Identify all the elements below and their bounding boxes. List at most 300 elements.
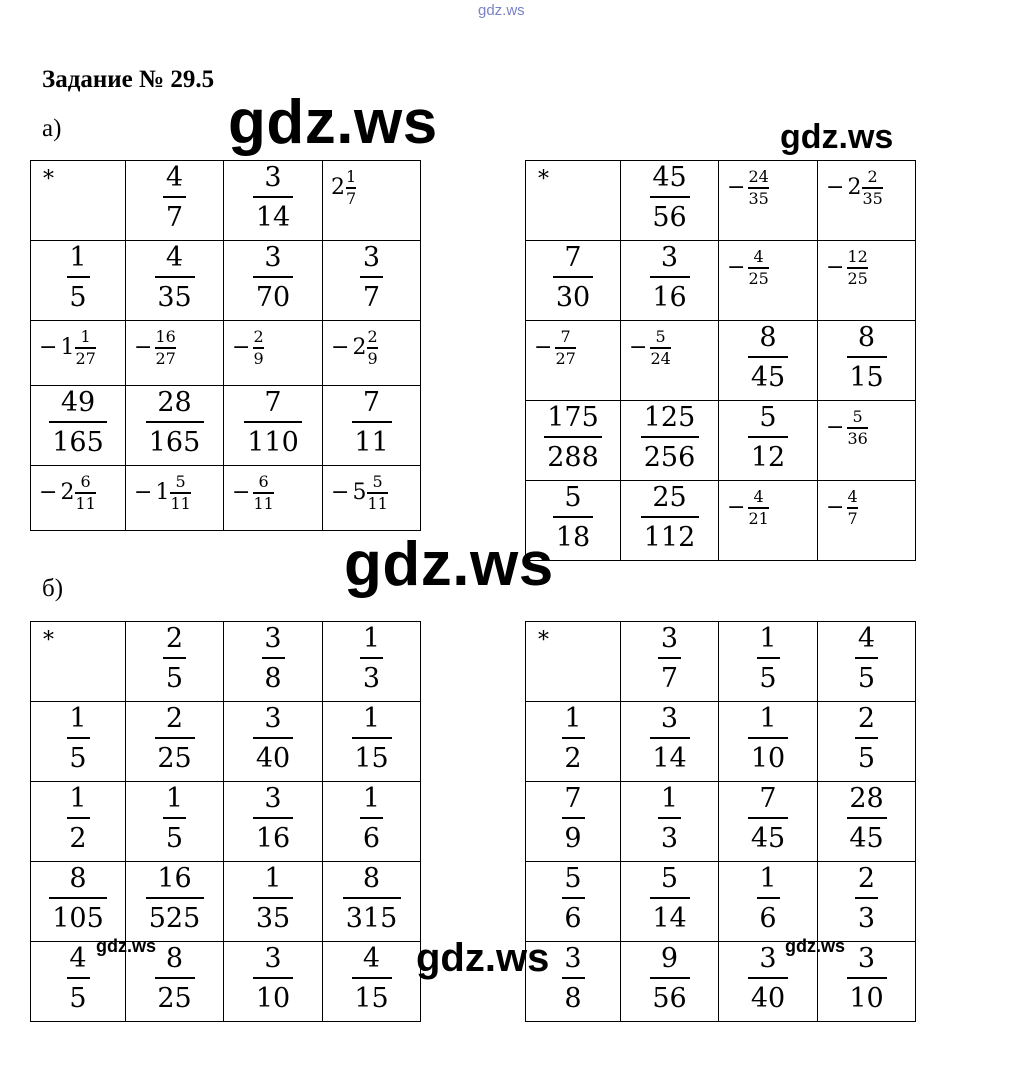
mini-fraction bbox=[170, 474, 190, 512]
part-b-label: б) bbox=[42, 575, 64, 602]
table-cell bbox=[719, 862, 818, 942]
task-title: Задание № 29.5 bbox=[42, 66, 215, 93]
watermark: gdz.ws bbox=[228, 88, 438, 157]
fraction bbox=[526, 404, 620, 471]
fraction-bar bbox=[343, 897, 401, 899]
fraction bbox=[719, 865, 817, 932]
mini-fraction bbox=[253, 474, 273, 512]
denominator: 21 bbox=[748, 508, 769, 528]
denominator: 8 bbox=[564, 983, 582, 1014]
denominator: 9 bbox=[367, 348, 378, 368]
numerator: 5 bbox=[564, 863, 582, 894]
fraction-bar bbox=[163, 196, 186, 198]
table-cell bbox=[31, 161, 126, 241]
table-row bbox=[526, 702, 916, 782]
table-row bbox=[526, 622, 916, 702]
table-row bbox=[526, 161, 916, 241]
fraction-bar bbox=[67, 977, 90, 979]
denominator: 45 bbox=[750, 823, 786, 854]
numerator: 1 bbox=[362, 783, 381, 814]
denominator: 525 bbox=[148, 903, 201, 934]
table-cell bbox=[31, 386, 126, 466]
numerator: 49 bbox=[60, 387, 96, 418]
table-cell bbox=[526, 702, 621, 782]
multiplication-table-a-right bbox=[525, 160, 916, 561]
numerator: 2 bbox=[165, 703, 184, 734]
table-cell bbox=[621, 481, 719, 561]
table-cell bbox=[323, 386, 421, 466]
denominator: 6 bbox=[564, 903, 582, 934]
fraction-bar bbox=[253, 276, 293, 278]
table-cell bbox=[526, 782, 621, 862]
numerator: 1 bbox=[80, 327, 91, 346]
fraction-bar bbox=[757, 897, 780, 899]
denominator: 11 bbox=[253, 493, 274, 513]
mini-fraction bbox=[253, 329, 263, 367]
table-cell bbox=[526, 862, 621, 942]
numerator: 28 bbox=[849, 783, 884, 814]
mini-fraction bbox=[862, 169, 882, 207]
small-fraction bbox=[232, 329, 264, 367]
fraction bbox=[818, 785, 915, 852]
fraction bbox=[224, 625, 322, 692]
fraction bbox=[323, 705, 420, 772]
numerator: 9 bbox=[660, 943, 679, 974]
numerator: 24 bbox=[748, 167, 769, 186]
fraction-bar bbox=[562, 977, 585, 979]
denominator: 70 bbox=[255, 282, 291, 313]
table-cell bbox=[621, 622, 719, 702]
fraction-bar bbox=[553, 516, 593, 518]
numerator: 4 bbox=[857, 623, 876, 654]
denominator: 11 bbox=[367, 493, 388, 513]
denominator: 7 bbox=[346, 188, 357, 208]
table-cell bbox=[719, 401, 818, 481]
fraction-bar bbox=[155, 977, 195, 979]
table-cell bbox=[224, 386, 323, 466]
multiplication-table-b-right bbox=[525, 621, 916, 1022]
denominator: 2 bbox=[564, 743, 582, 774]
sign: − bbox=[826, 494, 845, 520]
sign: − bbox=[39, 479, 58, 505]
denominator: 11 bbox=[170, 493, 191, 513]
table-cell bbox=[31, 702, 126, 782]
small-fraction bbox=[629, 329, 671, 367]
numerator: 45 bbox=[652, 162, 687, 193]
numerator: 4 bbox=[165, 242, 184, 273]
small-fraction bbox=[232, 474, 274, 512]
table-row bbox=[31, 321, 421, 386]
numerator: 5 bbox=[655, 327, 666, 346]
numerator: 1 bbox=[165, 783, 184, 814]
fraction-bar bbox=[748, 977, 788, 979]
numerator: 3 bbox=[264, 162, 282, 193]
numerator: 2 bbox=[857, 703, 876, 734]
fraction-bar bbox=[360, 276, 383, 278]
table-cell bbox=[323, 321, 421, 386]
table-cell bbox=[719, 241, 818, 321]
denominator: 5 bbox=[857, 743, 876, 774]
table-row bbox=[31, 466, 421, 531]
numerator: 8 bbox=[362, 863, 381, 894]
numerator: 3 bbox=[660, 703, 679, 734]
small-fraction bbox=[826, 489, 858, 527]
table-cell bbox=[719, 622, 818, 702]
numerator: 3 bbox=[264, 943, 282, 974]
table-cell bbox=[719, 782, 818, 862]
numerator: 2 bbox=[253, 327, 264, 346]
denominator: 9 bbox=[253, 348, 264, 368]
fraction bbox=[126, 625, 223, 692]
whole-part: 5 bbox=[352, 479, 367, 505]
table-cell bbox=[526, 321, 621, 401]
fraction-bar bbox=[757, 657, 780, 659]
fraction-bar bbox=[748, 737, 788, 739]
table-row bbox=[526, 241, 916, 321]
numerator: 2 bbox=[857, 863, 876, 894]
sign: − bbox=[331, 334, 350, 360]
fraction-bar bbox=[146, 897, 204, 899]
whole-part: 2 bbox=[352, 334, 367, 360]
numerator: 4 bbox=[753, 247, 764, 266]
small-fraction bbox=[727, 489, 769, 527]
denominator: 25 bbox=[847, 268, 868, 288]
mini-fraction bbox=[650, 329, 670, 367]
fraction-bar bbox=[155, 276, 195, 278]
fraction-bar bbox=[562, 737, 585, 739]
numerator: 125 bbox=[643, 402, 696, 433]
numerator: 1 bbox=[759, 623, 777, 654]
fraction bbox=[31, 244, 125, 311]
table-row bbox=[31, 241, 421, 321]
table-cell bbox=[323, 942, 421, 1022]
fraction bbox=[224, 945, 322, 1012]
table-cell bbox=[818, 862, 916, 942]
table-cell bbox=[323, 241, 421, 321]
fraction-bar bbox=[847, 356, 887, 358]
table-row bbox=[31, 702, 421, 782]
numerator: 1 bbox=[69, 783, 87, 814]
table-cell bbox=[621, 321, 719, 401]
whole-part: 1 bbox=[155, 479, 170, 505]
table-cell bbox=[224, 862, 323, 942]
denominator: 7 bbox=[362, 282, 381, 313]
small-fraction bbox=[331, 169, 356, 207]
numerator: 2 bbox=[367, 327, 378, 346]
table-row bbox=[31, 782, 421, 862]
denominator: 27 bbox=[155, 348, 176, 368]
table-cell bbox=[818, 702, 916, 782]
denominator: 3 bbox=[857, 903, 876, 934]
fraction bbox=[224, 785, 322, 852]
small-fraction bbox=[826, 409, 868, 447]
denominator: 14 bbox=[652, 743, 687, 774]
fraction bbox=[526, 244, 620, 311]
small-fraction bbox=[727, 169, 769, 207]
fraction-bar bbox=[67, 737, 90, 739]
whole-part: 2 bbox=[60, 479, 75, 505]
table-cell bbox=[621, 401, 719, 481]
denominator: 5 bbox=[69, 743, 87, 774]
fraction bbox=[126, 244, 223, 311]
table-row bbox=[526, 782, 916, 862]
table-row bbox=[31, 942, 421, 1022]
fraction-bar bbox=[562, 817, 585, 819]
mini-fraction bbox=[155, 329, 175, 367]
sign: − bbox=[232, 334, 251, 360]
fraction-bar bbox=[352, 977, 392, 979]
fraction-bar bbox=[748, 356, 788, 358]
corner-star: * bbox=[538, 167, 549, 192]
numerator: 8 bbox=[69, 863, 87, 894]
numerator: 4 bbox=[753, 487, 764, 506]
fraction bbox=[621, 865, 718, 932]
denominator: 9 bbox=[564, 823, 582, 854]
sign: − bbox=[331, 479, 350, 505]
fraction-bar bbox=[650, 196, 690, 198]
table-row bbox=[31, 622, 421, 702]
numerator: 3 bbox=[660, 242, 679, 273]
numerator: 2 bbox=[165, 623, 184, 654]
denominator: 56 bbox=[652, 202, 687, 233]
sign: − bbox=[534, 334, 553, 360]
denominator: 35 bbox=[255, 903, 291, 934]
denominator: 5 bbox=[69, 983, 87, 1014]
numerator: 5 bbox=[372, 472, 383, 491]
denominator: 15 bbox=[354, 743, 389, 774]
numerator: 1 bbox=[69, 703, 87, 734]
small-fraction bbox=[826, 169, 883, 207]
denominator: 25 bbox=[748, 268, 769, 288]
table-cell bbox=[126, 466, 224, 531]
numerator: 3 bbox=[362, 242, 381, 273]
multiplication-table-a-left bbox=[30, 160, 421, 531]
table-cell bbox=[224, 161, 323, 241]
fraction bbox=[323, 244, 420, 311]
denominator: 112 bbox=[643, 522, 696, 553]
fraction bbox=[621, 164, 718, 231]
table-cell bbox=[621, 702, 719, 782]
watermark: gdz.ws bbox=[96, 936, 157, 956]
fraction-bar bbox=[67, 276, 90, 278]
small-fraction bbox=[331, 329, 378, 367]
denominator: 45 bbox=[849, 823, 884, 854]
sign: − bbox=[134, 479, 153, 505]
table-cell bbox=[621, 862, 719, 942]
table-cell bbox=[126, 862, 224, 942]
fraction-bar bbox=[163, 817, 186, 819]
denominator: 3 bbox=[660, 823, 679, 854]
fraction bbox=[621, 785, 718, 852]
numerator: 3 bbox=[660, 623, 679, 654]
fraction-bar bbox=[650, 276, 690, 278]
numerator: 1 bbox=[660, 783, 679, 814]
fraction bbox=[224, 389, 322, 456]
table-cell bbox=[526, 241, 621, 321]
table-cell bbox=[526, 161, 621, 241]
numerator: 4 bbox=[362, 943, 381, 974]
mini-fraction bbox=[847, 409, 867, 447]
fraction bbox=[126, 164, 223, 231]
watermark: gdz.ws bbox=[416, 936, 550, 980]
small-fraction bbox=[727, 249, 769, 287]
fraction-bar bbox=[650, 897, 690, 899]
fraction-bar bbox=[855, 657, 878, 659]
denominator: 5 bbox=[69, 282, 87, 313]
denominator: 15 bbox=[849, 362, 884, 393]
fraction bbox=[818, 625, 915, 692]
table-cell bbox=[323, 782, 421, 862]
denominator: 10 bbox=[849, 983, 884, 1014]
table-row bbox=[526, 401, 916, 481]
denominator: 6 bbox=[362, 823, 381, 854]
numerator: 16 bbox=[155, 327, 176, 346]
denominator: 8 bbox=[264, 663, 282, 694]
table-cell bbox=[323, 466, 421, 531]
numerator: 8 bbox=[857, 322, 876, 353]
small-fraction bbox=[826, 249, 868, 287]
fraction bbox=[126, 785, 223, 852]
fraction bbox=[126, 705, 223, 772]
table-cell bbox=[719, 481, 818, 561]
denominator: 35 bbox=[157, 282, 192, 313]
numerator: 25 bbox=[652, 482, 687, 513]
numerator: 4 bbox=[69, 943, 87, 974]
numerator: 3 bbox=[857, 943, 876, 974]
numerator: 1 bbox=[69, 242, 87, 273]
fraction bbox=[526, 705, 620, 772]
fraction bbox=[526, 865, 620, 932]
denominator: 10 bbox=[255, 983, 291, 1014]
table-cell bbox=[818, 782, 916, 862]
sign: − bbox=[39, 334, 58, 360]
small-fraction bbox=[39, 474, 96, 512]
denominator: 3 bbox=[362, 663, 381, 694]
table-row bbox=[31, 161, 421, 241]
mini-fraction bbox=[75, 329, 95, 367]
sign: − bbox=[826, 414, 845, 440]
denominator: 24 bbox=[650, 348, 671, 368]
denominator: 15 bbox=[354, 983, 389, 1014]
denominator: 18 bbox=[555, 522, 591, 553]
small-fraction bbox=[534, 329, 576, 367]
numerator: 5 bbox=[564, 482, 582, 513]
fraction-bar bbox=[658, 657, 681, 659]
denominator: 11 bbox=[354, 427, 389, 458]
fraction bbox=[126, 389, 223, 456]
fraction-bar bbox=[352, 421, 392, 423]
watermark: gdz.ws bbox=[785, 936, 846, 956]
whole-part: 2 bbox=[847, 174, 862, 200]
sign: − bbox=[134, 334, 153, 360]
fraction-bar bbox=[658, 817, 681, 819]
numerator: 3 bbox=[264, 783, 282, 814]
denominator: 5 bbox=[165, 823, 184, 854]
numerator: 4 bbox=[847, 487, 858, 506]
fraction-bar bbox=[352, 737, 392, 739]
numerator: 16 bbox=[157, 863, 192, 894]
table-row bbox=[526, 862, 916, 942]
denominator: 12 bbox=[750, 442, 786, 473]
denominator: 35 bbox=[862, 188, 883, 208]
fraction-bar bbox=[244, 421, 302, 423]
corner-star: * bbox=[43, 628, 54, 653]
denominator: 40 bbox=[255, 743, 291, 774]
fraction-bar bbox=[748, 436, 788, 438]
numerator: 3 bbox=[564, 943, 582, 974]
table-cell bbox=[126, 782, 224, 862]
fraction bbox=[323, 945, 420, 1012]
denominator: 7 bbox=[660, 663, 679, 694]
table-cell bbox=[818, 321, 916, 401]
numerator: 7 bbox=[564, 783, 582, 814]
denominator: 6 bbox=[759, 903, 777, 934]
table-cell bbox=[621, 942, 719, 1022]
table-cell bbox=[126, 161, 224, 241]
whole-part: 2 bbox=[331, 174, 345, 200]
numerator: 1 bbox=[759, 703, 777, 734]
numerator: 3 bbox=[264, 623, 282, 654]
table-cell bbox=[224, 241, 323, 321]
denominator: 288 bbox=[547, 442, 599, 473]
numerator: 1 bbox=[264, 863, 282, 894]
fraction-bar bbox=[562, 897, 585, 899]
fraction-bar bbox=[67, 817, 90, 819]
fraction-bar bbox=[146, 421, 204, 423]
small-fraction bbox=[331, 474, 388, 512]
table-cell bbox=[126, 241, 224, 321]
table-cell bbox=[621, 161, 719, 241]
numerator: 7 bbox=[560, 327, 571, 346]
fraction bbox=[818, 705, 915, 772]
table-cell bbox=[31, 622, 126, 702]
table-row bbox=[526, 321, 916, 401]
fraction bbox=[31, 865, 125, 932]
fraction-bar bbox=[641, 516, 699, 518]
table-cell bbox=[818, 161, 916, 241]
table-cell bbox=[323, 702, 421, 782]
denominator: 7 bbox=[847, 508, 858, 528]
denominator: 256 bbox=[643, 442, 696, 473]
fraction-bar bbox=[163, 657, 186, 659]
table-cell bbox=[126, 702, 224, 782]
numerator: 5 bbox=[175, 472, 186, 491]
mini-fraction bbox=[847, 489, 857, 527]
numerator: 7 bbox=[759, 783, 777, 814]
fraction bbox=[621, 404, 718, 471]
table-row bbox=[31, 862, 421, 942]
numerator: 3 bbox=[264, 242, 282, 273]
mini-fraction bbox=[847, 249, 867, 287]
sign: − bbox=[826, 254, 845, 280]
table-cell bbox=[126, 386, 224, 466]
denominator: 165 bbox=[52, 427, 104, 458]
numerator: 1 bbox=[362, 623, 381, 654]
fraction bbox=[31, 389, 125, 456]
denominator: 16 bbox=[255, 823, 291, 854]
numerator: 1 bbox=[346, 167, 357, 186]
fraction bbox=[621, 945, 718, 1012]
numerator: 6 bbox=[258, 472, 269, 491]
fraction-bar bbox=[262, 657, 285, 659]
fraction bbox=[719, 785, 817, 852]
sign: − bbox=[727, 494, 746, 520]
table-cell bbox=[526, 401, 621, 481]
sign: − bbox=[232, 479, 251, 505]
fraction bbox=[224, 244, 322, 311]
denominator: 11 bbox=[75, 493, 96, 513]
table-cell bbox=[31, 466, 126, 531]
